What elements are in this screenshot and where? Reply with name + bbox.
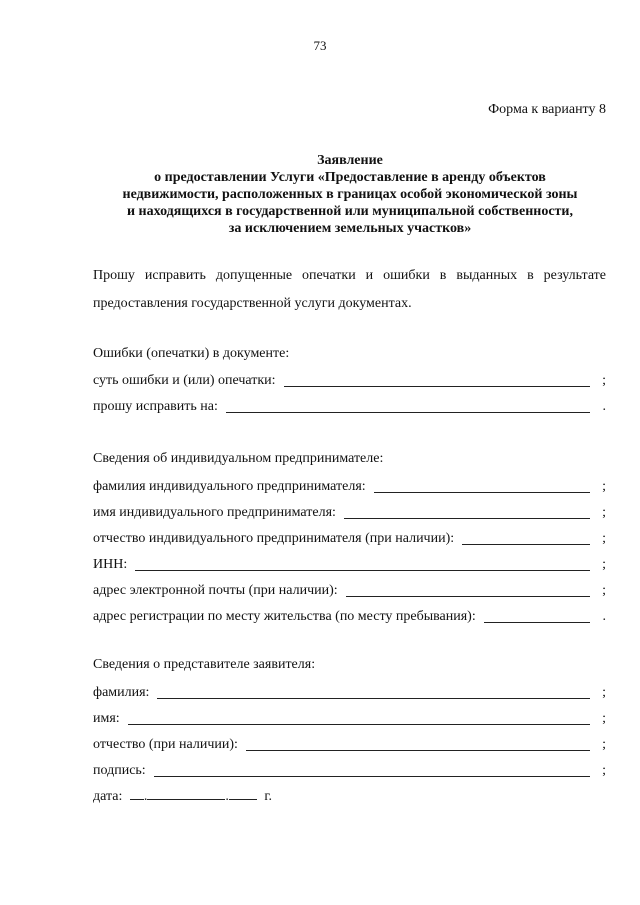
correction-field[interactable] — [93, 397, 606, 415]
email-label: адрес электронной почты (при наличии): — [93, 583, 338, 598]
representative-patronymic-field[interactable] — [93, 735, 606, 753]
field-terminator: ; — [602, 737, 606, 752]
entrepreneur-patronymic-blank[interactable] — [462, 532, 590, 545]
inn-blank[interactable] — [135, 558, 590, 571]
registration-address-label: адрес регистрации по месту жительства (по месту пребывания): — [93, 609, 476, 624]
field-terminator: ; — [602, 583, 606, 598]
error-essence-blank[interactable] — [284, 374, 590, 387]
year-blank[interactable] — [229, 799, 257, 800]
representative-surname-field[interactable] — [93, 683, 606, 701]
signature-field[interactable] — [93, 761, 606, 779]
field-terminator: ; — [602, 479, 606, 494]
representative-patronymic-blank[interactable] — [246, 738, 590, 751]
document-title — [40, 152, 640, 237]
email-field[interactable] — [93, 581, 606, 599]
page-number: 73 — [313, 38, 327, 53]
signature-label: подпись: — [93, 763, 146, 778]
representative-surname-label: фамилия: — [93, 685, 150, 700]
field-terminator: ; — [602, 763, 606, 778]
date-field[interactable]: дата: . . г. — [93, 789, 273, 804]
registration-address-field[interactable] — [93, 607, 606, 625]
inn-label: ИНН: — [93, 557, 128, 572]
title-line-4: и находящихся в государственной или муниципальной собственности, — [126, 204, 573, 219]
representative-name-label: имя: — [93, 711, 120, 726]
email-blank[interactable] — [346, 584, 590, 597]
entrepreneur-name-blank[interactable] — [344, 506, 590, 519]
day-blank[interactable] — [130, 799, 144, 800]
date-label: дата: — [93, 789, 123, 804]
field-terminator: ; — [602, 531, 606, 546]
entrepreneur-patronymic-field[interactable] — [93, 529, 606, 547]
request-text-line-2: предоставления государственной услуги документах. — [93, 296, 412, 311]
entrepreneur-name-label: имя индивидуального предпринимателя: — [93, 505, 336, 520]
field-terminator: ; — [602, 373, 606, 388]
error-essence-field[interactable] — [93, 371, 606, 389]
entrepreneur-surname-label: фамилия индивидуального предпринимателя: — [93, 479, 366, 494]
correction-blank[interactable] — [226, 400, 590, 413]
title-line-1: Заявление — [317, 153, 383, 168]
field-terminator: . — [602, 609, 606, 624]
field-terminator: ; — [602, 711, 606, 726]
representative-heading: Сведения о представителе заявителя: — [93, 657, 316, 672]
title-line-5: за исключением земельных участков» — [228, 221, 472, 236]
error-essence-label: суть ошибки и (или) опечатки: — [93, 373, 276, 388]
request-text-line-1: Прошу исправить допущенные опечатки и ошибки в выданных в результате — [93, 268, 606, 283]
entrepreneur-surname-field[interactable] — [93, 477, 606, 495]
correction-label: прошу исправить на: — [93, 399, 218, 414]
representative-surname-blank[interactable] — [157, 686, 590, 699]
entrepreneur-name-field[interactable] — [93, 503, 606, 521]
field-terminator: ; — [602, 505, 606, 520]
representative-name-blank[interactable] — [128, 712, 590, 725]
title-line-3: недвижимости, расположенных в границах особой экономической зоны — [122, 187, 578, 202]
registration-address-blank[interactable] — [484, 610, 590, 623]
inn-field[interactable] — [93, 555, 606, 573]
title-line-2: о предоставлении Услуги «Предоставление в аренду объектов — [154, 170, 546, 185]
entrepreneur-surname-blank[interactable] — [374, 480, 590, 493]
month-blank[interactable] — [147, 799, 225, 800]
representative-name-field[interactable] — [93, 709, 606, 727]
field-terminator: . — [602, 399, 606, 414]
form-reference: Форма к варианту 8 — [488, 102, 606, 117]
entrepreneur-heading: Сведения об индивидуальном предпринимателе: — [93, 451, 384, 466]
year-suffix: г. — [264, 789, 273, 804]
field-terminator: ; — [602, 685, 606, 700]
errors-heading: Ошибки (опечатки) в документе: — [93, 346, 290, 361]
entrepreneur-patronymic-label: отчество индивидуального предпринимателя (при наличии): — [93, 531, 455, 546]
representative-patronymic-label: отчество (при наличии): — [93, 737, 238, 752]
signature-blank[interactable] — [154, 764, 590, 777]
field-terminator: ; — [602, 557, 606, 572]
